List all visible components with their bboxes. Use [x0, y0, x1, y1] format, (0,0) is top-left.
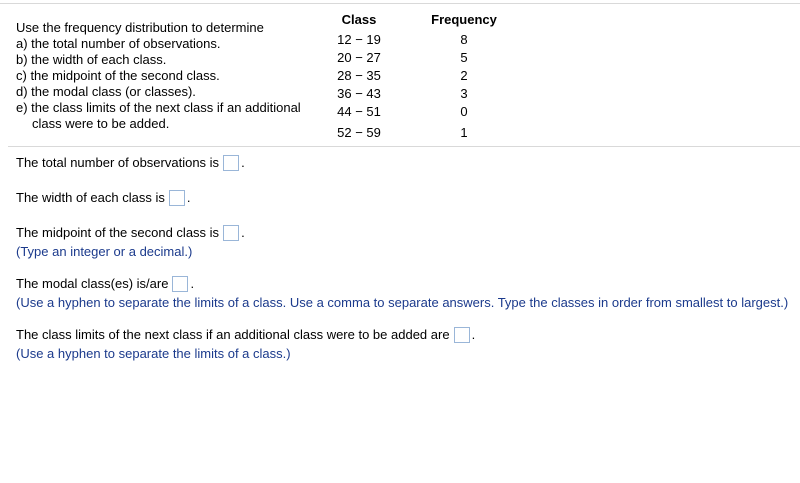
prompt-line: b) the width of each class. — [16, 52, 167, 67]
frequency-cell: 2 — [460, 67, 468, 83]
table-row — [318, 48, 528, 66]
table-row — [318, 102, 528, 120]
question-total — [16, 153, 245, 173]
midpoint-answer-input[interactable] — [223, 225, 239, 241]
frequency-distribution-table — [318, 12, 528, 140]
frequency-cell: 1 — [460, 125, 468, 140]
midpoint-hint: (Type an integer or a decimal.) — [16, 244, 193, 259]
class-cell: 28 − 35 — [337, 67, 381, 83]
midpoint-period: . — [241, 225, 245, 240]
prompt-line: c) the midpoint of the second class. — [16, 68, 220, 83]
class-cell: 12 − 19 — [337, 31, 381, 47]
width-label: The width of each class is — [16, 190, 165, 205]
table-row — [318, 84, 528, 102]
next-class-answer-input[interactable] — [454, 327, 470, 343]
prompt-line: class were to be added. — [32, 116, 170, 131]
question-prompt — [16, 20, 301, 132]
class-cell: 20 − 27 — [337, 49, 381, 65]
class-column-header: Class — [341, 12, 377, 27]
prompt-line: a) the total number of observations. — [16, 36, 221, 51]
prompt-line: e) the class limits of the next class if an additional — [16, 100, 301, 115]
midpoint-label: The midpoint of the second class is — [16, 225, 220, 240]
frequency-cell: 0 — [460, 103, 468, 119]
table-row — [318, 120, 528, 140]
total-label: The total number of observations is — [16, 155, 220, 170]
question-modal — [16, 274, 788, 312]
modal-hint: (Use a hyphen to separate the limits of a class. Use a comma to separate answers. Type the classes in order from smallest to largest.) — [16, 295, 789, 310]
section-divider — [8, 146, 800, 147]
frequency-column-header: Frequency — [431, 12, 497, 27]
next-class-label: The class limits of the next class if an additional class were to be added are — [16, 327, 450, 342]
prompt-line: d) the modal class (or classes). — [16, 84, 196, 99]
modal-label: The modal class(es) is/are — [16, 276, 169, 291]
width-answer-input[interactable] — [169, 190, 185, 206]
question-midpoint — [16, 223, 245, 261]
frequency-cell: 8 — [460, 31, 468, 47]
class-cell: 52 − 59 — [337, 125, 381, 140]
question-next-class — [16, 325, 475, 363]
width-period: . — [186, 190, 191, 205]
modal-answer-input[interactable] — [172, 276, 188, 292]
prompt-line: Use the frequency distribution to determine — [16, 20, 264, 35]
class-cell: 36 − 43 — [337, 85, 381, 101]
total-period: . — [241, 155, 245, 170]
frequency-cell: 3 — [460, 85, 468, 101]
class-cell: 44 − 51 — [337, 103, 381, 119]
table-row — [318, 66, 528, 84]
frequency-cell: 5 — [460, 49, 468, 65]
top-rule — [0, 3, 800, 4]
total-answer-input[interactable] — [223, 155, 239, 171]
table-header-row — [318, 12, 528, 30]
next-class-hint: (Use a hyphen to separate the limits of a class.) — [16, 346, 291, 361]
next-class-period: . — [471, 327, 476, 342]
question-width — [16, 188, 190, 208]
table-row — [318, 30, 528, 48]
modal-period: . — [190, 276, 195, 291]
